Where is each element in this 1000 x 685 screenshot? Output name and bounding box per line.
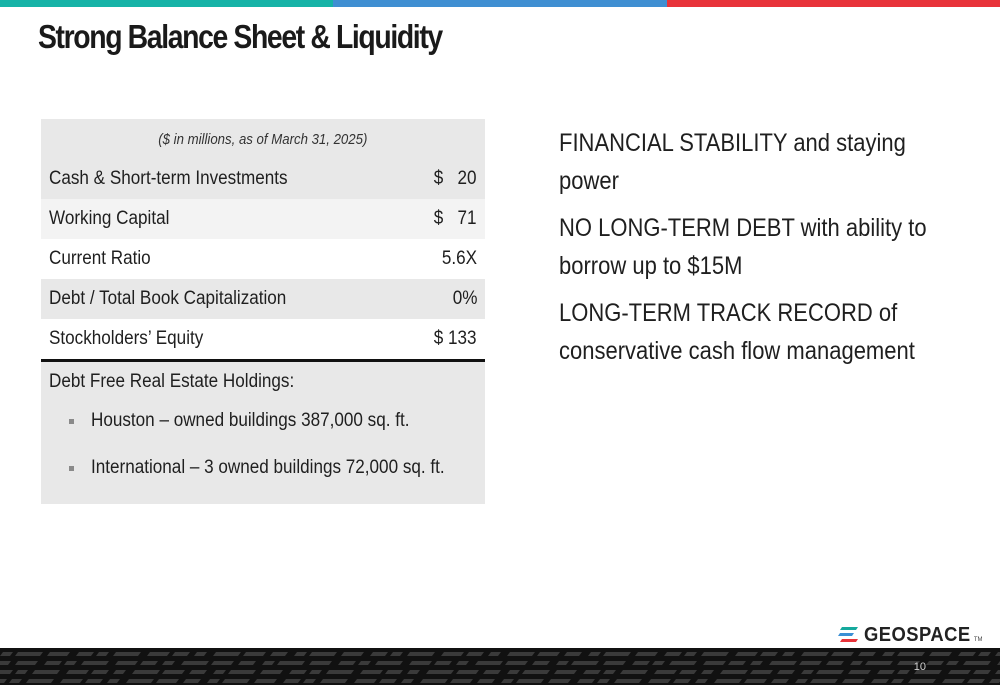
table-caption-row [41, 119, 485, 159]
list-item [49, 410, 477, 432]
table-caption: ($ in millions, as of March 31, 2025) [158, 130, 368, 148]
row-label: Working Capital [49, 208, 170, 229]
holdings-title: Debt Free Real Estate Holdings: [49, 371, 295, 392]
table-row [41, 279, 485, 319]
holding-text: Houston – owned buildings 387,000 sq. ft. [91, 410, 410, 431]
logo-text: GEOSPACE [864, 623, 971, 646]
key-points [559, 124, 989, 379]
key-point-text: LONG-TERM TRACK RECORD of conservative cash flow management [559, 299, 915, 365]
table-row [41, 239, 485, 279]
row-value: $ 20 [434, 168, 477, 189]
holding-text: International – 3 owned buildings 72,000 sq. ft. [91, 457, 445, 478]
table-row [41, 199, 485, 239]
row-label: Debt / Total Book Capitalization [49, 288, 287, 309]
square-bullet-icon [69, 419, 74, 424]
geospace-logo [838, 624, 993, 646]
key-point-text: FINANCIAL STABILITY and staying power [559, 129, 906, 195]
top-bar-teal-segment [0, 0, 333, 7]
real-estate-holdings [41, 362, 485, 504]
row-label: Cash & Short-term Investments [49, 168, 288, 189]
table-row [41, 159, 485, 199]
key-point [559, 209, 989, 285]
table-row [41, 319, 485, 359]
balance-sheet-table [41, 119, 485, 504]
key-point [559, 294, 989, 370]
key-point-text: NO LONG-TERM DEBT with ability to borrow up to $15M [559, 214, 927, 280]
page-number: 10 [913, 661, 926, 673]
square-bullet-icon [69, 466, 74, 471]
geospace-stripes-icon [838, 626, 860, 644]
list-item [49, 457, 477, 479]
top-bar-red-segment [667, 0, 1000, 7]
row-label: Stockholders’ Equity [49, 328, 204, 349]
row-label: Current Ratio [49, 248, 151, 269]
row-value: $ 133 [434, 328, 477, 349]
row-value: 0% [452, 288, 477, 309]
row-value: 5.6X [441, 248, 477, 269]
slide-title: Strong Balance Sheet & Liquidity [38, 18, 442, 55]
dashed-pattern-decoration [0, 648, 1000, 685]
key-point [559, 124, 989, 200]
trademark-mark: TM [973, 637, 983, 643]
top-bar-blue-segment [333, 0, 666, 7]
footer-band [0, 648, 1000, 685]
top-color-bar [0, 0, 1000, 7]
row-value: $ 71 [434, 208, 477, 229]
